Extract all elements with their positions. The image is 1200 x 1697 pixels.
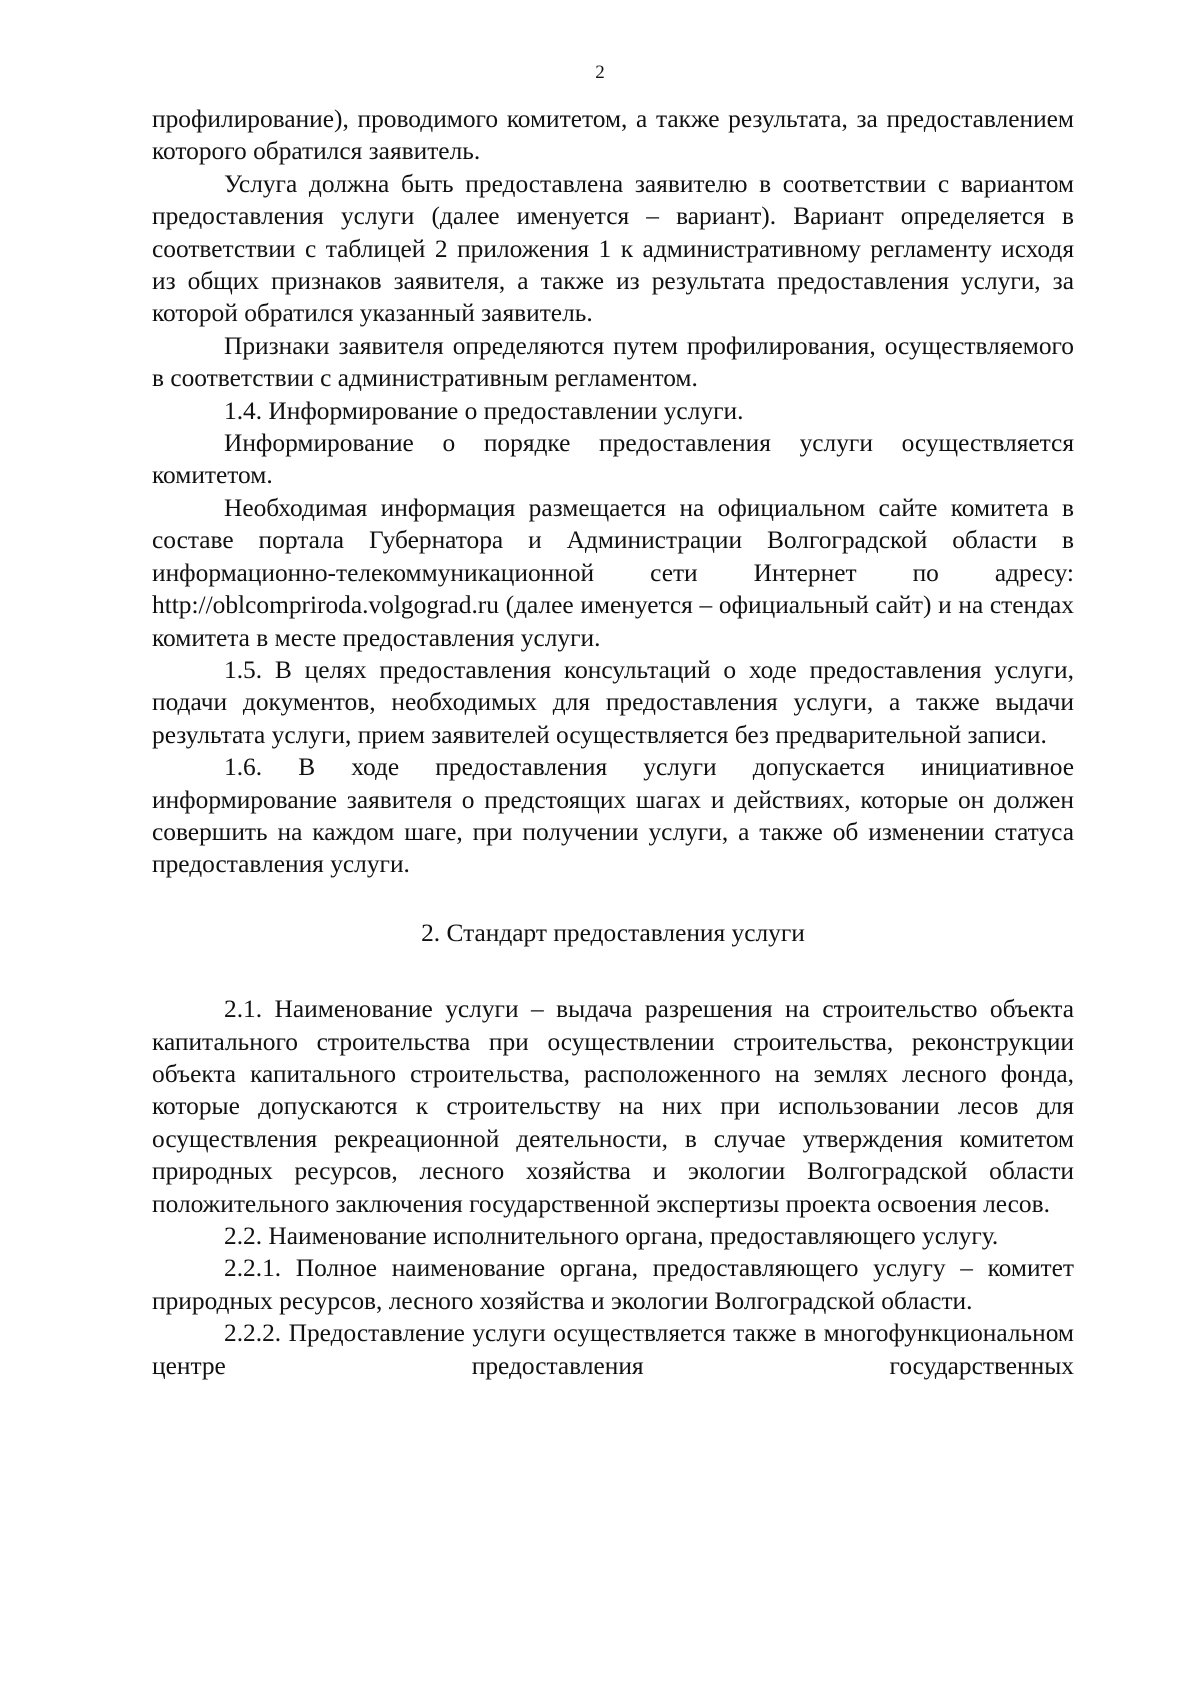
paragraph: 1.5. В целях предоставления консультаций о ходе предоставления услуги, подачи документов, необходимых для предоставления услуги, а также выдачи результата услуги, прием заявителей осуществляется без предварительной записи. [152,655,1074,749]
page-number: 2 [595,62,605,83]
paragraph: профилирование), проводимого комитетом, а также результата, за предоставлением которого обратился заявитель. [152,105,1074,166]
paragraph: Необходимая информация размещается на официальном сайте комитета в составе портала Губернатора и Администрации Волгоградской области в информационно-телекоммуникационной сети Интернет по адресу: http://oblcompriroda.volgograd.ru (далее именуется – официальный сайт) и на стендах комитета в месте предоставления услуги. [152,493,1074,652]
paragraph: 2.2.1. Полное наименование органа, предоставляющего услугу – комитет природных ресурсов, лесного хозяйства и экологии Волгоградской области. [152,1254,1074,1315]
paragraph: 1.6. В ходе предоставления услуги допускается инициативное информирование заявителя о предстоящих шагах и действиях, которые он должен совершить на каждом шаге, при получении услуги, а также об изменении статуса предоставления услуги. [152,753,1074,879]
paragraph: 2.2.2. Предоставление услуги осуществляется также в многофункциональном центре предоставления государственных [152,1319,1074,1380]
document-body [152,103,1074,1382]
paragraph: 2.1. Наименование услуги – выдача разрешения на строительство объекта капитального строительства при осуществлении строительства, реконструкции объекта капитального строительства, расположенного на землях лесного фонда, которые допускаются к строительству на них при использовании лесов для осуществления рекреационной деятельности, в случае утверждения комитетом природных ресурсов, лесного хозяйства и экологии Волгоградской области положительного заключения государственной экспертизы проекта освоения лесов. [152,995,1074,1218]
paragraph: 2.2. Наименование исполнительного органа, предоставляющего услугу. [224,1222,999,1250]
paragraph: Признаки заявителя определяются путем профилирования, осуществляемого в соответствии с административным регламентом. [152,331,1074,393]
paragraph: Услуга должна быть предоставлена заявителю в соответствии с вариантом предоставления услуги (далее именуется – вариант). Вариант определяется в соответствии с таблицей 2 приложения 1 к административному регламенту исходя из общих признаков заявителя, а также из результата предоставления услуги, за которой обратился указанный заявитель. [152,169,1074,328]
section-heading: 2. Стандарт предоставления услуги [421,918,805,947]
paragraph: 1.4. Информирование о предоставлении услуги. [224,396,744,425]
paragraph: Информирование о порядке предоставления услуги осуществляется комитетом. [152,429,1074,490]
